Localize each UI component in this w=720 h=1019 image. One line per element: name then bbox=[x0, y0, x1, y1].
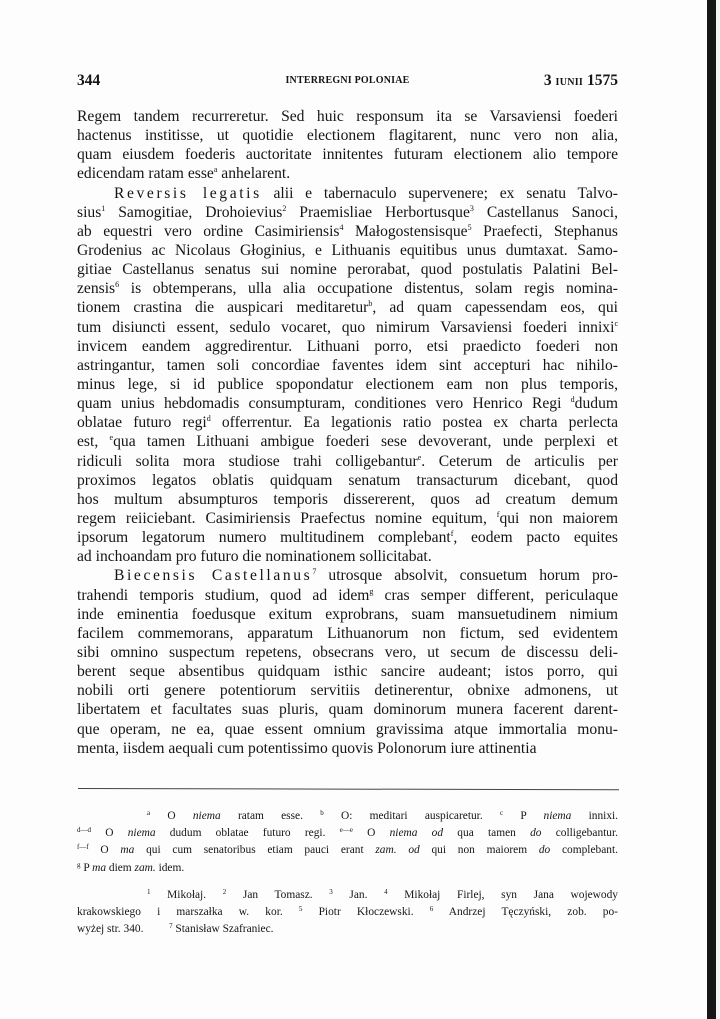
main-text bbox=[77, 107, 618, 758]
text-segment: , eodem pacto equites bbox=[453, 529, 618, 547]
footnote-3: $^3$ Jan. bbox=[329, 888, 368, 901]
footnote-ref: c bbox=[614, 318, 618, 328]
footnote-ref: b bbox=[368, 299, 373, 309]
footnote-line bbox=[77, 904, 618, 921]
text-line bbox=[77, 375, 618, 394]
footnote-6: $^6$ Andrzej Tęczyński, zob. po- bbox=[429, 905, 618, 919]
text-line bbox=[77, 452, 618, 471]
footnote-ref: 2 bbox=[282, 203, 287, 213]
footnote-ref: e bbox=[417, 452, 422, 462]
text-segment: Grodenius ac Nicolaus Głoginius, e Lithuanis equitibus unus dumtaxat. Samo- bbox=[77, 241, 618, 259]
date-day: 3 bbox=[543, 72, 552, 89]
footnote-6-cont: wyżej str. 340. bbox=[77, 923, 144, 936]
text-line bbox=[77, 547, 618, 566]
text-segment: oblatae futuro regi bbox=[77, 414, 207, 432]
text-line bbox=[77, 681, 618, 700]
text-segment: que operam, ne ea, quae essent omnium gravissima atque immortalia monu- bbox=[77, 720, 618, 738]
text-segment: tum disiuncti essent, sedulo vocaret, quo nimirum Varsaviensi foederi innixi bbox=[77, 318, 615, 336]
text-line bbox=[77, 337, 618, 356]
footnote-7: $^7$ Stanisław Szafraniec. bbox=[169, 922, 274, 936]
biographical-notes bbox=[77, 887, 618, 939]
text-segment: berent seque absentibus quidquam isthic sancire audeant; istos porro, qui bbox=[77, 663, 618, 681]
text-segment: zensis bbox=[77, 280, 116, 298]
text-line bbox=[77, 566, 618, 585]
text-segment: Castellanus Sanoci, bbox=[473, 203, 619, 221]
date-year: 1575 bbox=[587, 72, 618, 89]
text-segment: regem reiiciebant. Casimiriensis Praefectus nomine equitum, bbox=[77, 509, 497, 527]
text-segment: libertatem et facultates suas pluris, quam dominorum munera facerent darent- bbox=[77, 701, 618, 719]
critical-apparatus bbox=[77, 808, 618, 877]
text-segment: trahendi temporis studium, quod ad idem bbox=[77, 586, 370, 604]
footnote-c: $^c$ P niema innixi. bbox=[499, 809, 619, 822]
text-line bbox=[77, 471, 618, 490]
text-segment: Praemisliae Herbortusque bbox=[286, 203, 470, 221]
text-segment: proximos legatos oblatis quidquam senatum transacturum dicebant, quod bbox=[77, 471, 618, 489]
text-line bbox=[77, 145, 618, 164]
text-segment: anhelarent. bbox=[217, 165, 291, 183]
footnote-4-cont: krakowskiego i marszałka w. kor. bbox=[77, 906, 283, 919]
text-line bbox=[77, 528, 618, 547]
paragraph-lead: Reversis legatis bbox=[114, 184, 262, 202]
text-line bbox=[77, 279, 618, 298]
text-segment: tionem crastina die auspicari meditaretur bbox=[77, 299, 369, 317]
text-line bbox=[77, 126, 618, 145]
footnote-ref: 1 bbox=[101, 203, 106, 213]
footnote-ref: g bbox=[369, 586, 374, 596]
text-segment: utrosque absolvit, consuetum horum pro- bbox=[316, 567, 618, 585]
text-segment: hos multum absumpturos temporis dissererent, quos ad creatum demum bbox=[77, 490, 618, 508]
footnote-ref: 7 bbox=[312, 567, 317, 577]
footnote-ref: d bbox=[206, 414, 211, 424]
page-number: 344 bbox=[77, 72, 101, 89]
text-line bbox=[77, 184, 618, 203]
footnote-ref: e bbox=[109, 433, 114, 443]
text-line bbox=[77, 394, 618, 413]
text-segment: ab equestri vero ordine Casimiriensis bbox=[77, 222, 340, 240]
text-segment: . Ceterum de articulis per bbox=[421, 452, 618, 470]
text-segment: cras semper different, periculaque bbox=[373, 586, 618, 604]
footnote-5: $^5$ Piotr Kłoczewski. bbox=[298, 905, 414, 919]
text-segment: sius bbox=[77, 203, 102, 221]
footnote-ref: f bbox=[496, 509, 500, 519]
text-line bbox=[77, 413, 618, 432]
text-segment: , ad quam capessendam eos, qui bbox=[372, 299, 618, 317]
text-line bbox=[77, 490, 618, 509]
running-title: INTERREGNI POLONIAE bbox=[285, 75, 410, 86]
text-line bbox=[77, 260, 618, 279]
footnote-b: $^b$ O: meditari auspicaretur. bbox=[320, 809, 483, 822]
text-line bbox=[77, 222, 618, 241]
running-date bbox=[544, 72, 618, 90]
scan-edge-margin bbox=[716, 0, 720, 1019]
footnote-ref: f bbox=[450, 529, 454, 539]
text-segment: ridiculi solita mora studiose trahi colligebantur bbox=[77, 452, 418, 470]
text-line bbox=[77, 241, 618, 260]
text-line bbox=[77, 509, 618, 528]
text-line bbox=[77, 432, 618, 451]
text-segment: hactenus institisse, ut quotidie electionem flagitarent, nunc vero non alia, bbox=[77, 127, 618, 145]
footnote-ref: d bbox=[570, 395, 575, 405]
text-segment: alii e tabernaculo supervenere; ex senatu Talvo- bbox=[261, 184, 618, 202]
footnote-separator bbox=[78, 788, 619, 790]
text-segment: Samogitiae, Drohoievius bbox=[105, 203, 283, 221]
text-segment: sibi omnino suspectum repetens, obsecrans vero, ut secum de discessu deli- bbox=[77, 643, 618, 661]
text-segment: nobili orti genere potentiorum servitiis detinerentur, obnixe admonens, ut bbox=[77, 682, 618, 700]
footnote-ref: 6 bbox=[115, 280, 120, 290]
text-segment: minus lege, si id publice spopondatur electionem eam non plus temporis, bbox=[77, 375, 618, 393]
text-segment: Małogostensisque bbox=[343, 222, 468, 240]
footnote-g: $^g$ P ma diem zam. idem. bbox=[77, 860, 185, 874]
footnote-line bbox=[77, 808, 618, 825]
footnote-f: $^{f—f}$ O ma qui cum senatoribus etiam pauci erant zam. od qui non maiorem do complebant. bbox=[77, 843, 618, 857]
text-segment: Regem tandem recurreretur. Sed huic responsum ita se Varsaviensi foederi bbox=[77, 108, 618, 125]
text-segment: menta, iisdem aequali cum potentissimo quovis Polonorum iure attinentia bbox=[77, 739, 537, 757]
paragraph-lead: Biecensis Castellanus bbox=[114, 567, 313, 585]
text-line bbox=[77, 700, 618, 719]
footnote-ref: a bbox=[213, 165, 218, 175]
text-line bbox=[77, 624, 618, 643]
footnote-ref: 3 bbox=[469, 203, 474, 213]
text-segment: gitiae Castellanus senatus sui nomine perorabat, quod postulatis Palatini Bel- bbox=[77, 261, 618, 279]
text-segment: quam eiusdem foederis auctoritate innitentes futuram electionem alio tempore bbox=[77, 146, 618, 164]
text-segment: invicem eandem aggredirentur. Lithuani porro, etsi praedicto foederi non bbox=[77, 337, 618, 355]
footnote-ref: 4 bbox=[339, 222, 344, 232]
text-line bbox=[77, 720, 618, 739]
text-segment: qua tamen Lithuani ambigue foederi sese devoverant, unde perplexi et bbox=[113, 433, 618, 451]
text-line bbox=[77, 107, 618, 126]
text-line bbox=[77, 586, 618, 605]
scan-edge-shadow bbox=[707, 0, 716, 1019]
text-segment: astringantur, tamen soli concordiae faventes idem sint accepturi hac nihilo- bbox=[77, 356, 618, 374]
running-head bbox=[77, 72, 618, 92]
text-line bbox=[77, 643, 618, 662]
text-line bbox=[77, 356, 618, 375]
footnote-ref: 5 bbox=[467, 222, 472, 232]
text-segment: ipsorum legatorum numero multitudinem complebant bbox=[77, 529, 451, 547]
footnote-line bbox=[77, 825, 618, 842]
text-segment: inde eminentia foedusque exitum exprobrans, suam mansuetudinem nimium bbox=[77, 605, 618, 623]
footnote-e: $^{e—e}$ O niema od qua tamen do colligebantur. bbox=[339, 826, 619, 840]
text-segment: is obtemperans, ulla alia occupatione distentus, solam regis nomina- bbox=[119, 280, 618, 298]
text-line bbox=[77, 298, 618, 317]
text-line bbox=[77, 203, 618, 222]
text-line bbox=[77, 164, 618, 183]
text-segment: facilem commemorans, apparatum Lithuanorum non fictum, sed evidentem bbox=[77, 624, 618, 642]
text-segment: qui non maiorem bbox=[499, 509, 619, 527]
footnote-1: $^1$ Mikołaj. bbox=[147, 888, 207, 901]
footnote-a: $^a$ O niema ratam esse. bbox=[147, 809, 303, 822]
text-segment: ad inchoandam pro futuro die nominationem sollicitabat. bbox=[77, 548, 432, 566]
text-line bbox=[77, 739, 618, 758]
footnote-line bbox=[77, 887, 618, 904]
text-segment: offerrentur. Ea legationis ratio postea ex charta perlecta bbox=[210, 414, 619, 432]
text-line bbox=[77, 318, 618, 337]
footnote-d: $^{d—d}$ O niema dudum oblatae futuro regi. bbox=[77, 826, 326, 840]
text-segment: dudum bbox=[574, 395, 618, 413]
footnote-line bbox=[77, 921, 618, 938]
footnote-2: $^2$ Jan Tomasz. bbox=[222, 888, 313, 901]
text-segment: est, bbox=[77, 433, 110, 451]
text-segment: edicendam ratam esse bbox=[77, 165, 214, 183]
date-month: IUNII bbox=[555, 77, 584, 88]
text-line bbox=[77, 605, 618, 624]
text-segment: Praefecti, Stephanus bbox=[471, 222, 618, 240]
text-segment: quam unius hebdomadis consumpturam, conditiones vero Henrico Regi bbox=[77, 395, 571, 413]
text-line bbox=[77, 662, 618, 681]
footnote-4: $^4$ Mikołaj Firlej, syn Jana wojewody bbox=[384, 888, 618, 901]
